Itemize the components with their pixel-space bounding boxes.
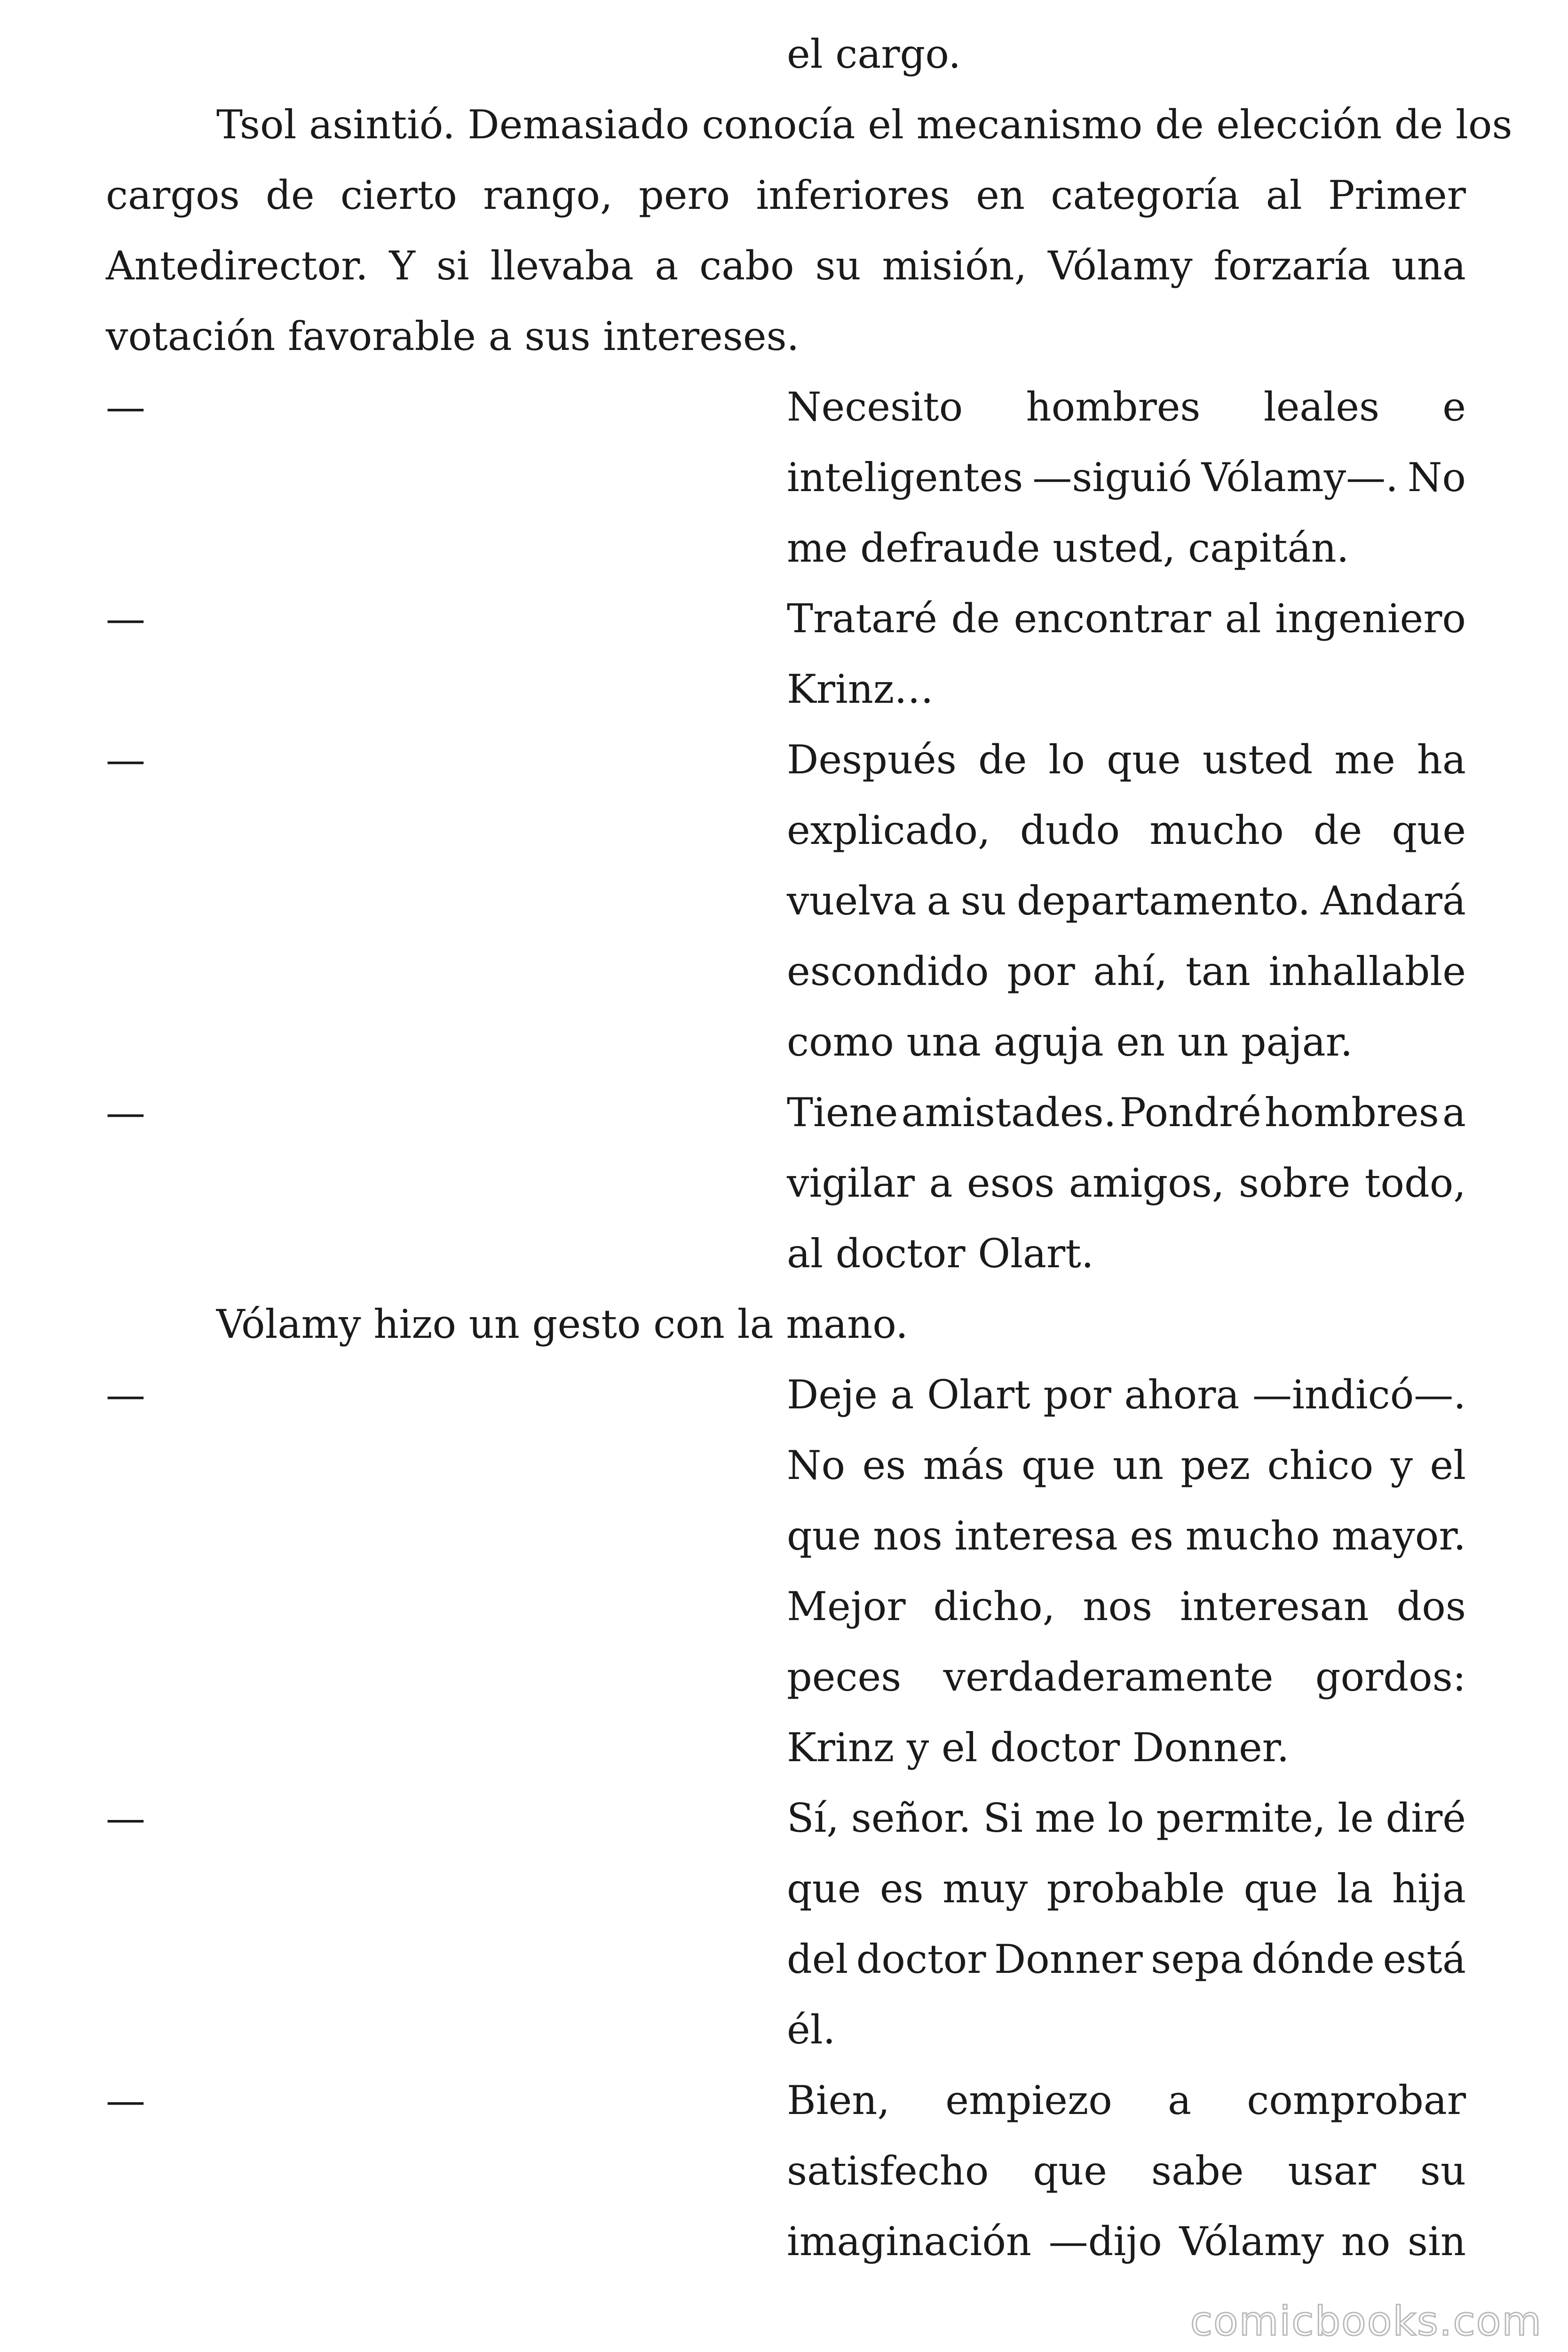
- word: de: [266, 172, 315, 218]
- word: sabe: [1151, 2148, 1244, 2194]
- paragraph-first-line: Tsol asintió. Demasiado conocía el mecanismo de elección de los: [216, 102, 1513, 148]
- word: Vólamy—.: [1201, 454, 1398, 501]
- word: Andará: [1321, 878, 1466, 924]
- word: Tiene: [787, 1089, 898, 1136]
- justified-line: [787, 595, 1466, 642]
- word: forzaría: [1213, 243, 1370, 289]
- word: Olart: [927, 1372, 1030, 1418]
- word: dos: [1396, 1583, 1466, 1629]
- word: escondido: [787, 948, 989, 994]
- word: un: [1112, 1442, 1164, 1488]
- word: y: [1390, 1442, 1413, 1488]
- word: que: [787, 1513, 861, 1559]
- word: la: [1337, 1866, 1373, 1912]
- word: pez: [1180, 1442, 1251, 1488]
- word: me: [1035, 1795, 1096, 1841]
- word: su: [1420, 2148, 1466, 2194]
- justified-line: [106, 242, 1466, 289]
- word: es: [1130, 1513, 1174, 1559]
- word: usar: [1288, 2148, 1376, 2194]
- word: en: [976, 172, 1025, 218]
- word: Si: [983, 1795, 1023, 1841]
- justified-line: [787, 1160, 1466, 1207]
- word: explicado,: [787, 807, 990, 853]
- word: Sí,: [787, 1795, 839, 1841]
- word: sin: [1407, 2218, 1466, 2265]
- word: esos: [966, 1160, 1055, 1206]
- justified-line: [787, 1089, 1466, 1136]
- word: dicho,: [933, 1583, 1055, 1629]
- justified-line: [787, 1583, 1466, 1630]
- paragraph-first-line: Vólamy hizo un gesto con la mano.: [216, 1301, 908, 1347]
- word: usted: [1202, 737, 1313, 783]
- word: me: [1334, 737, 1395, 783]
- word: muy: [942, 1866, 1028, 1912]
- word: del: [787, 1936, 848, 1982]
- word: es: [862, 1442, 906, 1488]
- word: nos: [873, 1513, 942, 1559]
- word: interesa: [954, 1513, 1118, 1559]
- word: sepa: [1151, 1936, 1243, 1982]
- word: el: [1430, 1442, 1466, 1488]
- word: peces: [787, 1654, 902, 1700]
- word: ha: [1417, 737, 1466, 783]
- word: vigilar: [787, 1160, 915, 1206]
- word: Trataré: [787, 596, 937, 642]
- word: comprobar: [1247, 2077, 1466, 2123]
- justified-line: [106, 172, 1466, 219]
- word: hombres: [1026, 384, 1201, 430]
- word: ahora: [1124, 1372, 1240, 1418]
- text-line: el cargo.: [787, 31, 961, 77]
- word: señor.: [851, 1795, 971, 1841]
- word: permite,: [1156, 1795, 1326, 1841]
- word: probable: [1046, 1866, 1225, 1912]
- word: dónde: [1251, 1936, 1375, 1982]
- word: doctor: [856, 1936, 986, 1982]
- text-line: votación favorable a sus intereses.: [106, 313, 800, 359]
- justified-line: [787, 1653, 1466, 1700]
- word: cabo: [699, 243, 794, 289]
- dialogue-dash: —: [106, 596, 145, 642]
- word: categoría: [1051, 172, 1240, 218]
- word: a: [929, 1160, 953, 1206]
- word: todo,: [1364, 1160, 1466, 1206]
- word: que: [787, 1866, 861, 1912]
- word: su: [960, 878, 1006, 924]
- word: Pondré: [1119, 1089, 1261, 1136]
- word: No: [1407, 454, 1466, 501]
- word: inhallable: [1268, 948, 1466, 994]
- text-line: Krinz…: [787, 666, 934, 712]
- word: vuelva: [787, 878, 917, 924]
- word: amigos,: [1069, 1160, 1225, 1206]
- text-line: al doctor Olart.: [787, 1231, 1094, 1277]
- justified-line: [787, 1371, 1466, 1418]
- word: si: [436, 243, 469, 289]
- word: le: [1338, 1795, 1374, 1841]
- word: imaginación: [787, 2218, 1031, 2265]
- word: empiezo: [945, 2077, 1112, 2123]
- word: e: [1442, 384, 1466, 430]
- word: a: [1167, 2077, 1192, 2123]
- word: Vólamy: [1179, 2218, 1324, 2265]
- justified-line: [787, 1795, 1466, 1842]
- word: cierto: [340, 172, 457, 218]
- word: que: [1033, 2148, 1107, 2194]
- word: inteligentes: [787, 454, 1023, 501]
- dialogue-dash: —: [106, 737, 145, 783]
- word: satisfecho: [787, 2148, 989, 2194]
- word: nos: [1083, 1583, 1153, 1629]
- word: Antedirector.: [106, 243, 368, 289]
- justified-line: [787, 1865, 1466, 1912]
- justified-line: [787, 454, 1466, 501]
- justified-line: [787, 807, 1466, 854]
- word: inferiores: [756, 172, 950, 218]
- word: tan: [1185, 948, 1251, 994]
- word: mucho: [1185, 1513, 1320, 1559]
- word: departamento.: [1016, 878, 1311, 924]
- word: que: [1392, 807, 1466, 853]
- text-line: Krinz y el doctor Donner.: [787, 1724, 1290, 1771]
- word: Necesito: [787, 384, 963, 430]
- word: dudo: [1020, 807, 1120, 853]
- word: de: [951, 596, 1000, 642]
- word: ingeniero: [1275, 596, 1466, 642]
- justified-line: [787, 948, 1466, 995]
- justified-line: [787, 2147, 1466, 2194]
- word: hombres: [1264, 1089, 1439, 1136]
- word: Y: [389, 243, 415, 289]
- word: cargos: [106, 172, 240, 218]
- dialogue-dash: —: [106, 1372, 145, 1418]
- word: Donner: [994, 1936, 1143, 1982]
- justified-line: [787, 877, 1466, 924]
- justified-line: [787, 1442, 1466, 1489]
- word: Deje: [787, 1372, 878, 1418]
- word: que: [1243, 1866, 1318, 1912]
- justified-line: [787, 1936, 1466, 1983]
- justified-line: [787, 2218, 1466, 2265]
- justified-line: [787, 2077, 1466, 2124]
- word: Después: [787, 737, 957, 783]
- word: es: [879, 1866, 924, 1912]
- justified-line: [787, 1512, 1466, 1559]
- word: llevaba: [490, 243, 634, 289]
- word: más: [923, 1442, 1005, 1488]
- word: a: [890, 1372, 914, 1418]
- word: gordos:: [1315, 1654, 1466, 1700]
- word: su: [815, 243, 861, 289]
- word: a: [927, 878, 950, 924]
- word: —siguió: [1032, 454, 1192, 501]
- word: hija: [1392, 1866, 1466, 1912]
- word: por: [1043, 1372, 1111, 1418]
- word: al: [1225, 596, 1261, 642]
- word: Primer: [1328, 172, 1466, 218]
- word: diré: [1386, 1795, 1466, 1841]
- word: Bien,: [787, 2077, 890, 2123]
- word: Vólamy: [1048, 243, 1193, 289]
- word: de: [1313, 807, 1362, 853]
- word: lo: [1048, 737, 1085, 783]
- word: lo: [1108, 1795, 1144, 1841]
- word: amistades.: [901, 1089, 1117, 1136]
- word: —dijo: [1048, 2218, 1162, 2265]
- word: a: [655, 243, 679, 289]
- word: verdaderamente: [943, 1654, 1274, 1700]
- word: ahí,: [1093, 948, 1168, 994]
- word: a: [1442, 1089, 1466, 1136]
- site-watermark: comicbooks.com: [1190, 2298, 1542, 2345]
- word: mucho: [1149, 807, 1284, 853]
- text-line: como una aguja en un pajar.: [787, 1019, 1353, 1065]
- word: mayor.: [1331, 1513, 1466, 1559]
- word: chico: [1267, 1442, 1374, 1488]
- dialogue-dash: —: [106, 2077, 145, 2123]
- word: misión,: [882, 243, 1027, 289]
- word: sobre: [1238, 1160, 1351, 1206]
- word: leales: [1263, 384, 1380, 430]
- justified-line: [787, 383, 1466, 430]
- word: pero: [638, 172, 730, 218]
- dialogue-dash: —: [106, 1795, 145, 1841]
- word: está: [1383, 1936, 1466, 1982]
- word: rango,: [483, 172, 613, 218]
- word: —indicó—.: [1252, 1372, 1466, 1418]
- word: que: [1107, 737, 1181, 783]
- dialogue-dash: —: [106, 384, 145, 430]
- word: Mejor: [787, 1583, 906, 1629]
- word: no: [1341, 2218, 1391, 2265]
- word: No: [787, 1442, 846, 1488]
- word: de: [978, 737, 1027, 783]
- dialogue-dash: —: [106, 1089, 145, 1136]
- text-line: él.: [787, 2007, 836, 2053]
- word: encontrar: [1014, 596, 1212, 642]
- word: que: [1021, 1442, 1096, 1488]
- word: por: [1007, 948, 1075, 994]
- word: al: [1266, 172, 1302, 218]
- justified-line: [787, 736, 1466, 783]
- word: interesan: [1180, 1583, 1369, 1629]
- text-line: me defraude usted, capitán.: [787, 525, 1349, 571]
- word: una: [1391, 243, 1466, 289]
